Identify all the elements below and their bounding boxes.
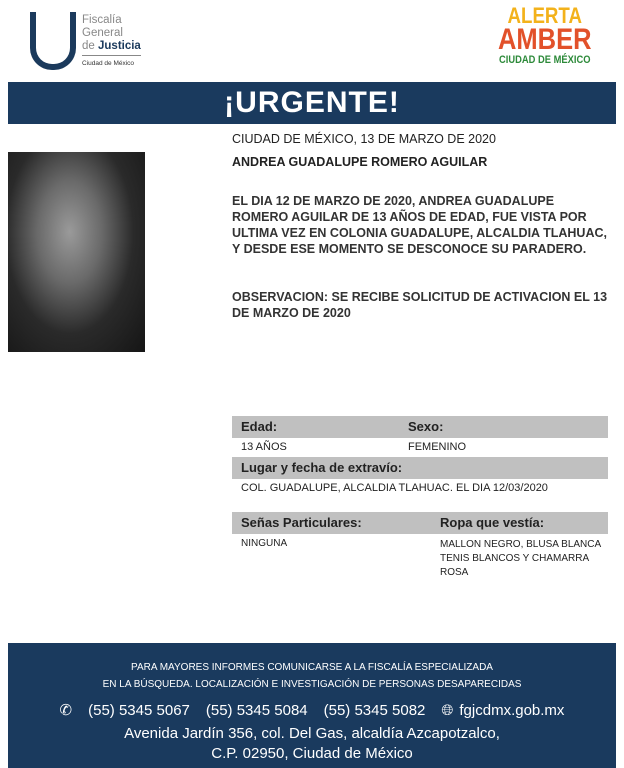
- phone-1: (55) 5345 5067: [88, 701, 190, 719]
- fgj-line1: Fiscalía: [82, 14, 122, 26]
- amber-line3: CIUDAD DE MÉXICO: [499, 54, 591, 66]
- fgj-line2: General: [82, 27, 123, 39]
- amber-line2: AMBER: [498, 23, 592, 56]
- clothes-value: [440, 538, 601, 580]
- address-1: Avenida Jardín 356, col. Del Gas, alcaldía Azcapotzalco,: [124, 725, 500, 742]
- phone-3: (55) 5345 5082: [323, 701, 426, 719]
- amber-alert-logo: [498, 3, 592, 66]
- missing-person-photo: [8, 152, 145, 352]
- footer-info2: EN LA BÚSQUEDA. LOCALIZACIÓN E INVESTIGACIÓN DE PERSONAS DESAPARECIDAS: [102, 679, 522, 690]
- fgj-sub: Ciudad de México: [82, 55, 141, 70]
- observation: OBSERVACION: SE RECIBE SOLICITUD DE ACTIVACION EL 13 DE MARZO DE 2020: [232, 290, 608, 320]
- fgj-logo: [30, 12, 160, 74]
- footer: [8, 643, 616, 768]
- place-header: [232, 457, 608, 479]
- age-value: 13 AÑOS: [241, 441, 287, 453]
- fgj-line3-prefix: de: [82, 40, 95, 52]
- clothes-line: ROSA: [440, 567, 469, 578]
- address-2: C.P. 02950, Ciudad de México: [211, 745, 413, 762]
- description: EL DIA 12 DE MARZO DE 2020, ANDREA GUADALUPE ROMERO AGUILAR DE 13 AÑOS DE EDAD, FUE VISTA POR ULTIMA VEZ EN COLONIA GUADALUPE, ALCALDIA TLAHUAC, Y DESDE ESE MOMENTO SE DESCONOCE SU PARADERO.: [232, 194, 607, 256]
- missing-person-name: ANDREA GUADALUPE ROMERO AGUILAR: [232, 155, 488, 169]
- place-label: Lugar y fecha de extravío:: [241, 460, 403, 475]
- phone-icon: ✆: [59, 702, 73, 719]
- urgent-banner: ¡URGENTE!: [8, 82, 616, 124]
- age-label: Edad:: [241, 419, 278, 434]
- footer-info1: PARA MAYORES INFORMES COMUNICARSE A LA FISCALÍA ESPECIALIZADA: [131, 662, 493, 673]
- sex-value: FEMENINO: [408, 441, 467, 453]
- clothes-label: Ropa que vestía:: [440, 515, 545, 530]
- fgj-emblem-icon: [30, 12, 76, 70]
- globe-icon: 🌐︎: [441, 701, 454, 719]
- marks-value: NINGUNA: [241, 538, 288, 549]
- place-value: COL. GUADALUPE, ALCALDIA TLAHUAC. EL DIA 12/03/2020: [241, 482, 548, 494]
- marks-clothes-header: [232, 512, 608, 534]
- amber-line1: ALERTA: [507, 3, 582, 28]
- sex-label: Sexo:: [408, 419, 444, 434]
- clothes-line: MALLON NEGRO, BLUSA BLANCA: [440, 539, 602, 550]
- phone-2: (55) 5345 5084: [205, 701, 308, 719]
- marks-label: Señas Particulares:: [241, 515, 362, 530]
- place-date: CIUDAD DE MÉXICO, 13 DE MARZO DE 2020: [232, 132, 496, 146]
- website: fgjcdmx.gob.mx: [459, 701, 565, 719]
- clothes-line: TENIS BLANCOS Y CHAMARRA: [440, 553, 590, 564]
- fgj-line3-bold: Justicia: [98, 40, 141, 52]
- age-sex-header: [232, 416, 608, 438]
